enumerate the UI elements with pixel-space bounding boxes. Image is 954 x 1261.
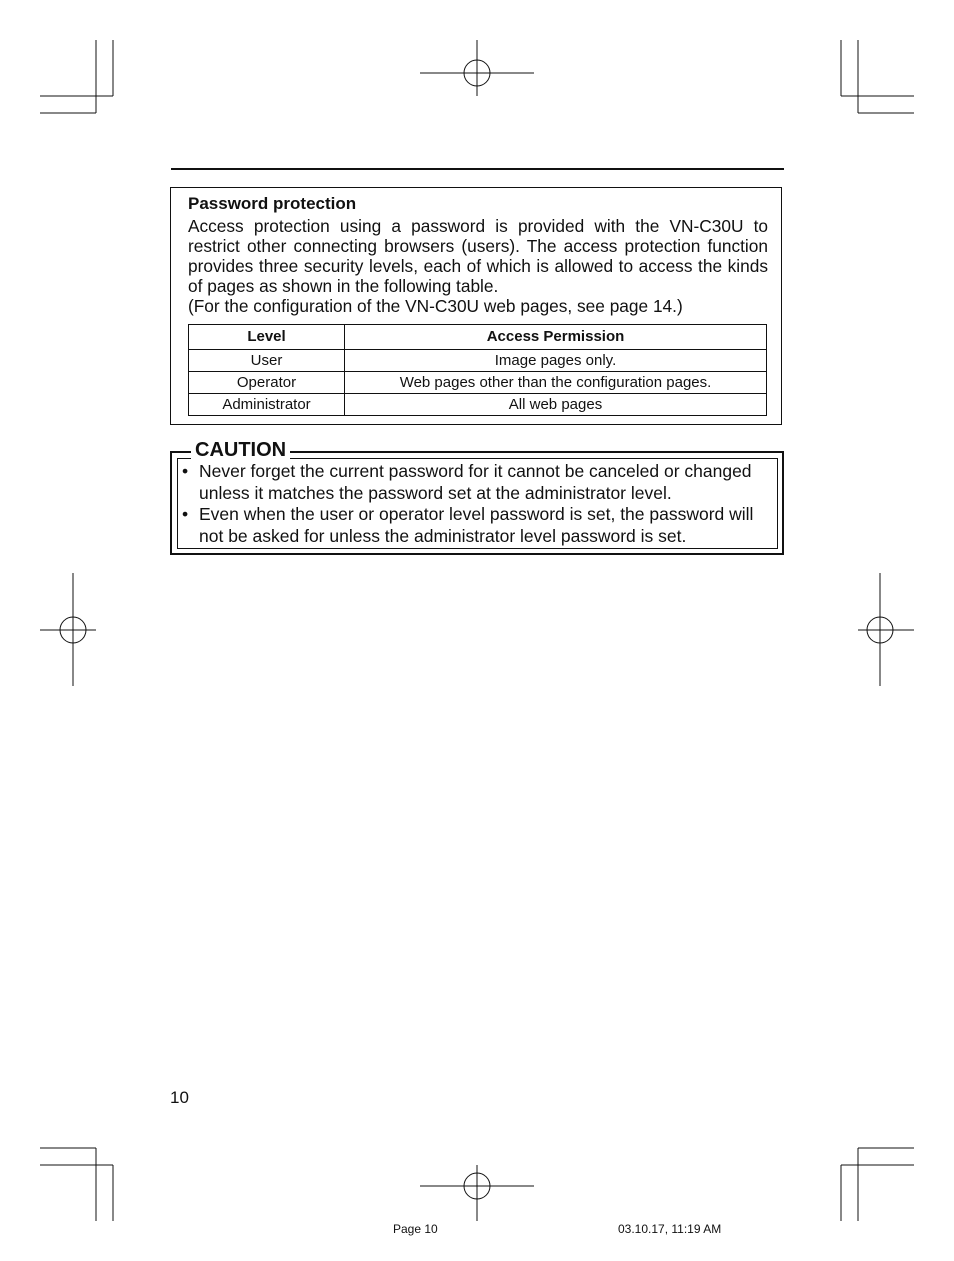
bullet-icon: • [182,504,189,524]
section-body [188,216,768,316]
section-title: Password protection [188,194,357,213]
table-row [189,372,767,394]
configuration-note: (For the configuration of the VN-C30U web pages, see page 14.) [188,296,683,316]
list-item [178,504,770,547]
permission-cell: Web pages other than the configuration pages. [345,372,767,394]
level-cell: User [189,350,345,372]
bullet-icon: • [182,461,189,481]
header-rule [171,168,784,170]
caution-label: CAUTION [191,439,290,461]
footer-timestamp: 03.10.17, 11:19 AM [618,1222,722,1236]
permission-cell: All web pages [345,394,767,416]
table-row [189,350,767,372]
level-cell: Operator [189,372,345,394]
password-protection-box [170,187,782,425]
caution-list [178,461,770,547]
caution-box [170,439,784,555]
description-paragraph: Access protection using a password is provided with the VN-C30U to restrict other connecting browsers (users). The access protection function provides three security levels, each of which is allowed to access the kinds of pages as shown in the following table. [188,216,768,296]
permission-cell: Image pages only. [345,350,767,372]
level-cell: Administrator [189,394,345,416]
column-header-access-permission: Access Permission [345,325,767,350]
table-row [189,394,767,416]
list-item [178,461,770,504]
column-header-level: Level [189,325,345,350]
page-number: 10 [170,1088,189,1107]
footer-page-label: Page 10 [393,1222,438,1236]
caution-text: Never forget the current password for it cannot be canceled or changed unless it matches the password set at the administrator level. [199,461,752,503]
caution-text: Even when the user or operator level password is set, the password will not be asked for unless the administrator level password is set. [199,504,754,546]
table-header-row [189,325,767,350]
access-permission-table [188,324,767,416]
